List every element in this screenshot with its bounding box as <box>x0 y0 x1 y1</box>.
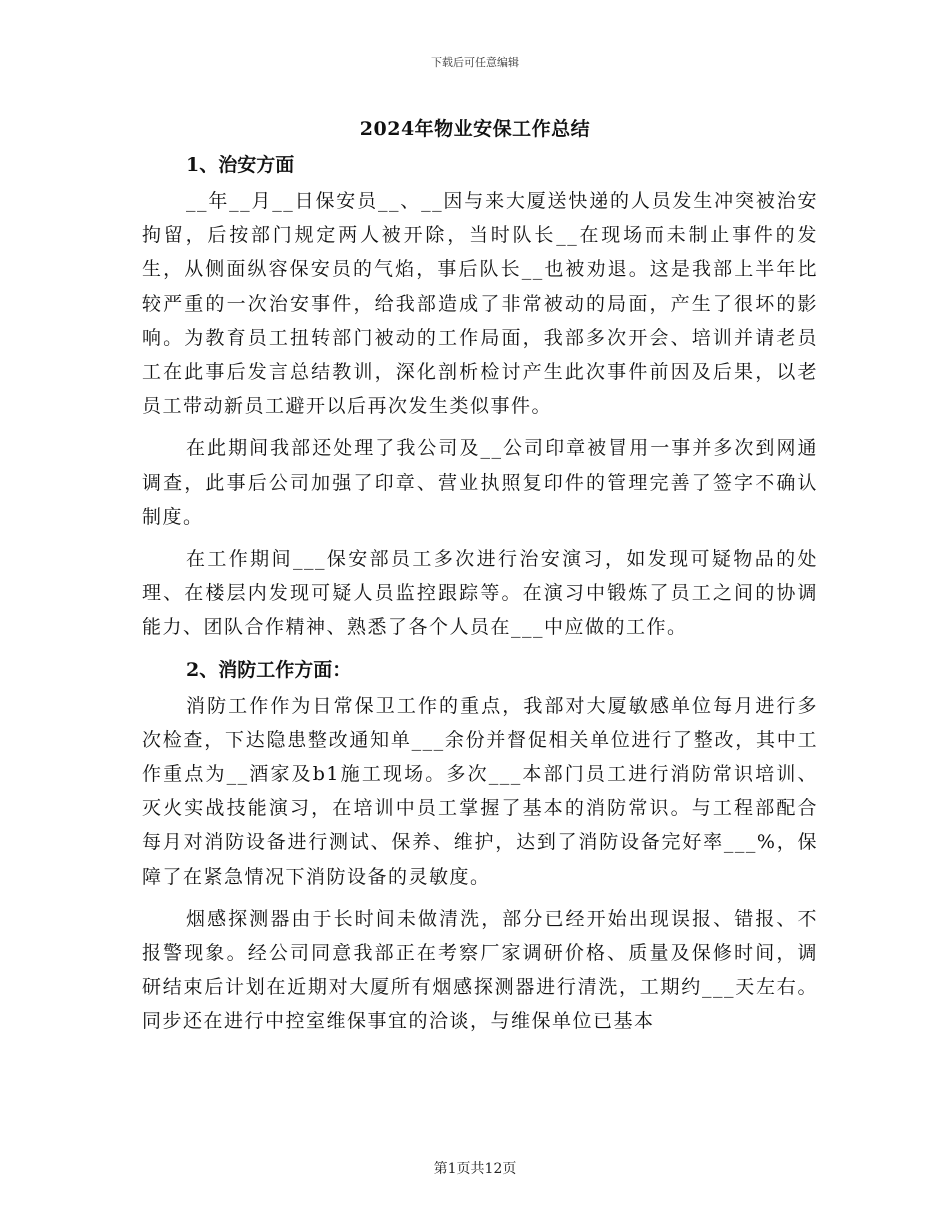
page-footer: 第1页共12页 <box>433 1161 517 1177</box>
paragraph-seal-misuse: 在此期间我部还处理了我公司及__公司印章被冒用一事并多次到网通调查，此事后公司加强了印章、营业执照复印件的管理完善了签字不确认制度。 <box>142 437 818 528</box>
paragraph-fire-inspections: 消防工作作为日常保卫工作的重点，我部对大厦敏感单位每月进行多次检查，下达隐患整改通知单___余份并督促相关单位进行了整改，其中工作重点为__酒家及b1施工现场。多次___本部门员工进行消防常识培训、灭火实战技能演习，在培训中员工掌握了基本的消防常识。与工程部配合每月对消防设备进行测试、保养、维护，达到了消防设备完好率___%，保障了在紧急情况下消防设备的灵敏度。 <box>142 694 818 888</box>
header-note: 下载后可任意编辑 <box>431 56 519 69</box>
paragraph-incident: __年__月__日保安员__、__因与来大厦送快递的人员发生冲突被治安拘留，后按部门规定两人被开除，当时队长__在现场而未制止事件的发生，从侧面纵容保安员的气焰，事后队长__也被劝退。这是我部上半年比较严重的一次治安事件，给我部造成了非常被动的局面，产生了很坏的影响。为教育员工扭转部门被动的工作局面，我部多次开会、培训并请老员工在此事后发言总结教训，深化剖析检讨产生此次事件前因及后果，以老员工带动新员工避开以后再次发生类似事件。 <box>142 190 818 418</box>
section-heading-fire-safety: 2、消防工作方面： <box>186 658 352 681</box>
document-body <box>142 148 818 1047</box>
paragraph-smoke-detectors: 烟感探测器由于长时间未做清洗，部分已经开始出现误报、错报、不报警现象。经公司同意我部正在考察厂家调研价格、质量及保修时间，调研结束后计划在近期对大厦所有烟感探测器进行清洗，工期约___天左右。同步还在进行中控室维保事宜的洽谈，与维保单位已基本 <box>142 907 818 1033</box>
section-heading-public-security: 1、治安方面 <box>186 154 295 176</box>
document-title: 2024年物业安保工作总结 <box>359 118 591 140</box>
paragraph-security-drills: 在工作期间___保安部员工多次进行治安演习，如发现可疑物品的处理、在楼层内发现可疑人员监控跟踪等。在演习中锻炼了员工之间的协调能力、团队合作精神、熟悉了各个人员在___中应做的工作。 <box>142 548 818 639</box>
